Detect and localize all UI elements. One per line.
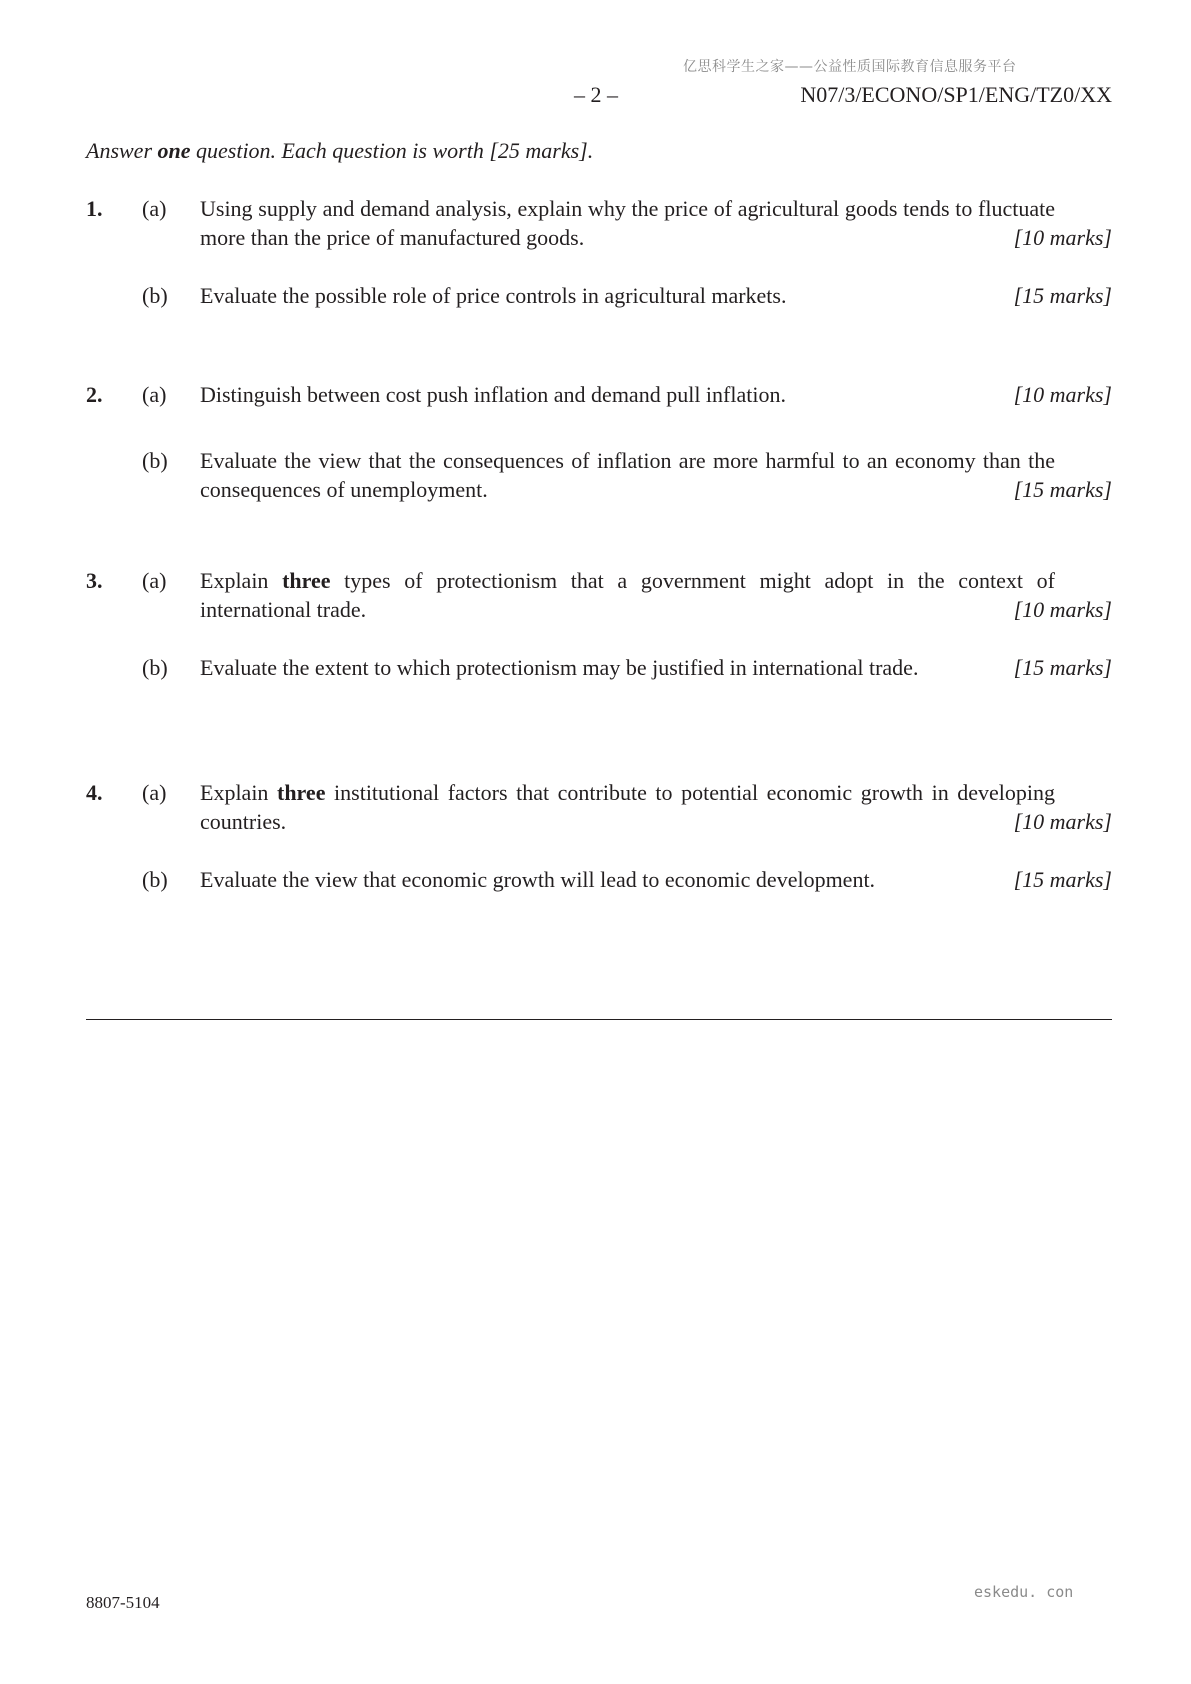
part-label: (a): [142, 196, 167, 221]
marks: [15 marks]: [1013, 655, 1112, 680]
part-text-pre: Explain: [200, 780, 277, 805]
marks: [10 marks]: [1013, 809, 1112, 834]
question-number: 1.: [86, 196, 103, 221]
question-4b: [86, 865, 1112, 894]
footer-code: 8807-5104: [86, 1593, 160, 1612]
instructions-emphasis: one: [157, 138, 191, 163]
instructions-pre: Answer: [86, 138, 158, 163]
part-label: (a): [142, 568, 167, 593]
question-3: [86, 566, 1112, 682]
part-label: (b): [142, 448, 168, 473]
question-2a: [86, 380, 1112, 409]
part-text: Evaluate the view that the consequences of inflation are more harmful to an economy than the consequences of unemployment.: [200, 448, 1055, 502]
question-1b: [86, 281, 1112, 310]
question-2: [86, 380, 1112, 504]
question-number: 3.: [86, 568, 103, 593]
question-3b: [86, 653, 1112, 682]
part-label: (a): [142, 382, 167, 407]
part-text-bold: three: [277, 780, 326, 805]
question-2b: [86, 446, 1112, 504]
question-number: 2.: [86, 382, 103, 407]
part-text: Evaluate the possible role of price controls in agricultural markets.: [200, 283, 787, 308]
part-label: (a): [142, 780, 167, 805]
part-text: Evaluate the extent to which protectionism may be justified in international trade.: [200, 655, 919, 680]
marks: [10 marks]: [1013, 225, 1112, 250]
watermark-header: 亿思科学生之家——公益性质国际教育信息服务平台: [683, 59, 1017, 75]
page-number: – 2 –: [574, 82, 618, 107]
question-4a: [86, 778, 1112, 836]
instructions: [86, 138, 593, 164]
part-label: (b): [142, 283, 168, 308]
marks: [15 marks]: [1013, 283, 1112, 308]
marks: [10 marks]: [1013, 597, 1112, 622]
marks: [10 marks]: [1013, 382, 1112, 407]
question-4: [86, 778, 1112, 894]
part-text: Evaluate the view that economic growth will lead to economic development.: [200, 867, 876, 892]
question-1a: [86, 194, 1112, 252]
part-text-post: types of protectionism that a government might adopt in the context of international trade.: [200, 568, 1055, 622]
end-rule: [86, 1019, 1112, 1020]
part-text-pre: Explain: [200, 568, 283, 593]
part-text-bold: three: [282, 568, 331, 593]
watermark-footer: eskedu. con: [974, 1583, 1074, 1601]
marks: [15 marks]: [1013, 477, 1112, 502]
question-number: 4.: [86, 780, 103, 805]
part-label: (b): [142, 655, 168, 680]
part-text-post: institutional factors that contribute to potential economic growth in developing countries.: [200, 780, 1056, 834]
question-3a: [86, 566, 1112, 624]
paper-code: N07/3/ECONO/SP1/ENG/TZ0/XX: [800, 82, 1112, 107]
question-1: [86, 194, 1112, 310]
part-label: (b): [142, 867, 168, 892]
marks: [15 marks]: [1013, 867, 1112, 892]
part-text: [200, 778, 1055, 836]
part-text: Distinguish between cost push inflation and demand pull inflation.: [200, 382, 786, 407]
part-text: [200, 566, 1055, 624]
instructions-post: question. Each question is worth [25 marks].: [190, 138, 594, 163]
part-text: Using supply and demand analysis, explain why the price of agricultural goods tends to fluctuate more than the price of manufactured goods.: [200, 196, 1055, 250]
